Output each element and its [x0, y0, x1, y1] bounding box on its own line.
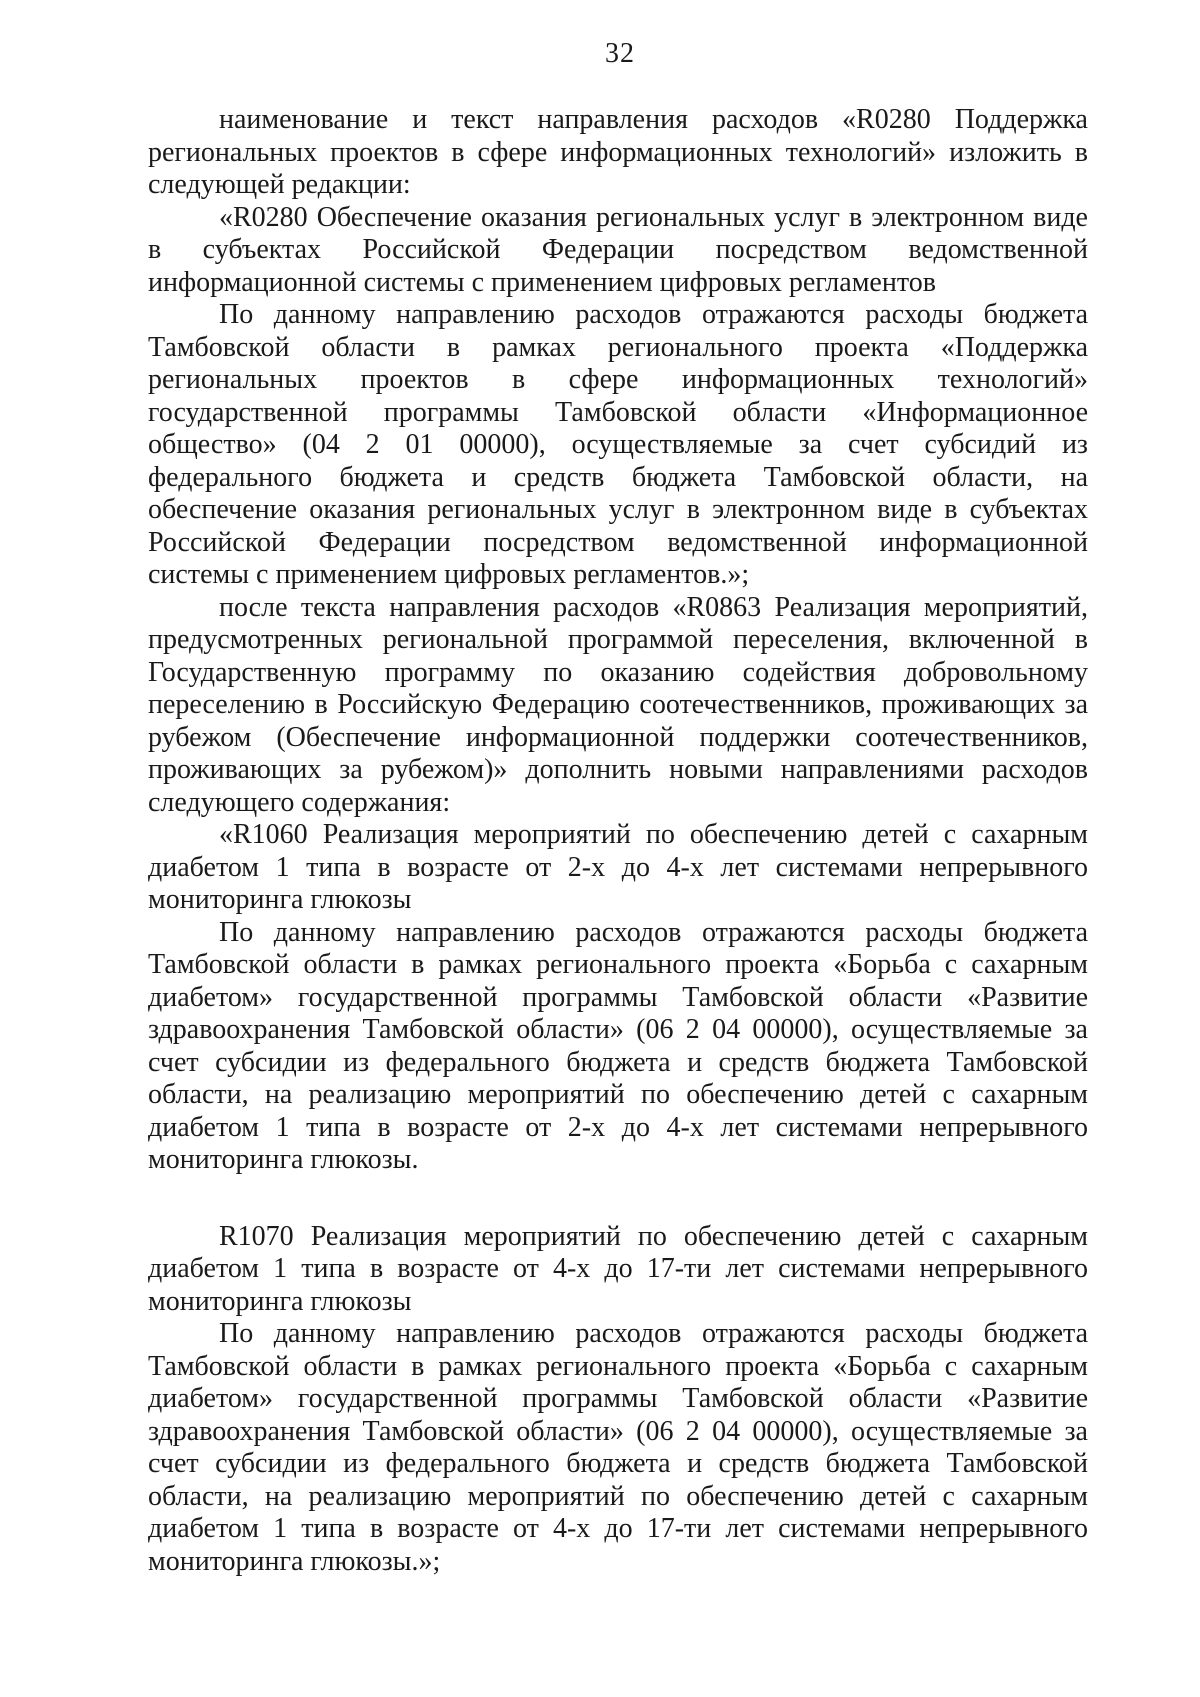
paragraph-r1070-description: По данному направлению расходов отражаются расходы бюджета Тамбовской области в рамках регионального проекта «Борьба с сахарным диабетом» государственной программы Тамбовской области «Развитие здравоохранения Тамбовской области» (06 2 04 00000), осуществляемые за счет субсидии из федерального бюджета и средств бюджета Тамбовской области, на реализацию мероприятий по обеспечению детей с сахарным диабетом 1 типа в возрасте от 4-х до 17-ти лет системами непрерывного мониторинга глюкозы.»;	[148, 1318, 1088, 1577]
paragraph-r1060-title: «R1060 Реализация мероприятий по обеспечению детей с сахарным диабетом 1 типа в возрасте от 2-х до 4-х лет системами непрерывного мониторинга глюкозы	[148, 819, 1088, 915]
page-number: 32	[605, 38, 635, 69]
paragraph-r0863-amendment: после текста направления расходов «R0863 Реализация мероприятий, предусмотренных региональной программой переселения, включенной в Государственную программу по оказанию содействия добровольному переселению в Российскую Федерацию соотечественников, проживающих за рубежом (Обеспечение информационной поддержки соотечественников, проживающих за рубежом)» дополнить новыми направлениями расходов следующего содержания:	[148, 591, 1088, 818]
document-body	[148, 104, 1088, 1578]
paragraph-r1070-title: R1070 Реализация мероприятий по обеспечению детей с сахарным диабетом 1 типа в возрасте от 4-х до 17-ти лет системами непрерывного мониторинга глюкозы	[148, 1220, 1088, 1317]
paragraph-intro: наименование и текст направления расходов «R0280 Поддержка региональных проектов в сфере информационных технологий» изложить в следующей редакции:	[148, 104, 1088, 200]
paragraph-r0280-title: «R0280 Обеспечение оказания региональных услуг в электронном виде в субъектах Российской Федерации посредством ведомственной информационной системы с применением цифровых регламентов	[148, 201, 1088, 298]
paragraph-gap	[148, 1177, 1088, 1221]
paragraph-r1060-description: По данному направлению расходов отражаются расходы бюджета Тамбовской области в рамках регионального проекта «Борьба с сахарным диабетом» государственной программы Тамбовской области «Развитие здравоохранения Тамбовской области» (06 2 04 00000), осуществляемые за счет субсидии из федерального бюджета и средств бюджета Тамбовской области, на реализацию мероприятий по обеспечению детей с сахарным диабетом 1 типа в возрасте от 2-х до 4-х лет системами непрерывного мониторинга глюкозы.	[148, 916, 1088, 1175]
paragraph-r0280-description: По данному направлению расходов отражаются расходы бюджета Тамбовской области в рамках регионального проекта «Поддержка региональных проектов в сфере информационных технологий» государственной программы Тамбовской области «Информационное общество» (04 2 01 00000), осуществляемые за счет субсидий из федерального бюджета и средств бюджета Тамбовской области, на обеспечение оказания региональных услуг в электронном виде в субъектах Российской Федерации посредством ведомственной информационной системы с применением цифровых регламентов.»;	[148, 299, 1088, 590]
